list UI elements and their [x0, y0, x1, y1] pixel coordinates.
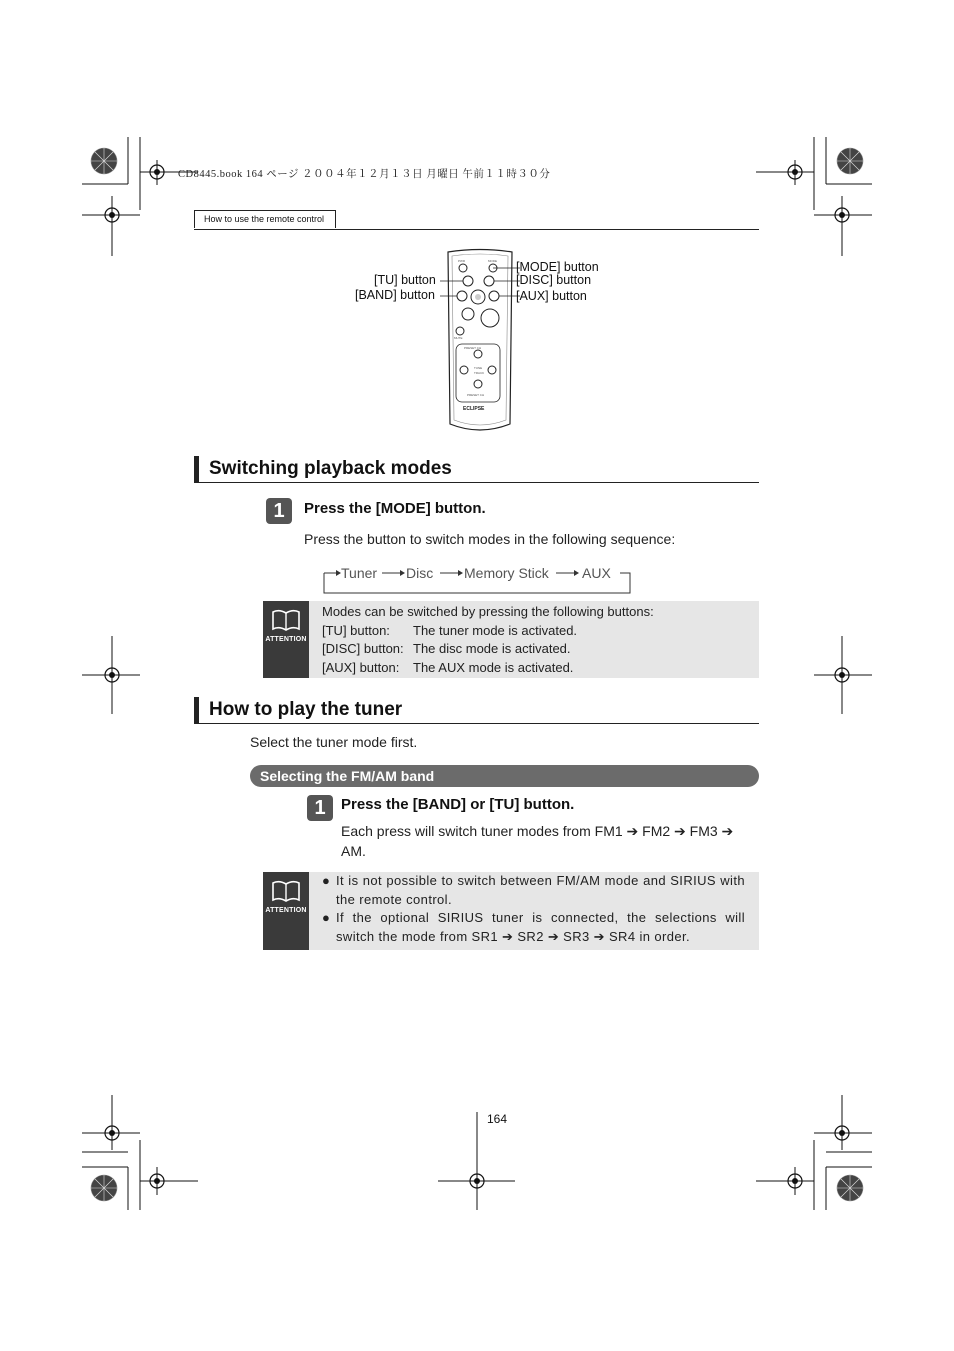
step-title-band: Press the [BAND] or [TU] button.: [341, 796, 575, 813]
attention-note-modes: [263, 601, 759, 678]
step-number-badge: 1: [307, 795, 333, 821]
label-mode-button: [MODE] button: [516, 260, 599, 274]
svg-text:MODE: MODE: [488, 259, 497, 263]
note-bullet: [322, 872, 745, 909]
section-heading-playback-modes: Switching playback modes: [194, 456, 759, 483]
svg-text:MUTE: MUTE: [454, 336, 463, 340]
page-number: 164: [487, 1112, 508, 1126]
subheading-fm-am-band: Selecting the FM/AM band: [250, 765, 759, 787]
note-row: [322, 659, 745, 678]
note-row-value: The disc mode is activated.: [413, 641, 571, 656]
step-text-mode: Press the button to switch modes in the following sequence:: [304, 531, 676, 547]
sequence-memory-stick: Memory Stick: [464, 565, 549, 581]
note-row-key: [AUX] button:: [322, 659, 400, 675]
svg-text:PWR: PWR: [458, 259, 465, 263]
print-info: CD8445.book 164 ページ ２００４年１２月１３日 月曜日 午前１１時３０分: [178, 169, 551, 180]
note-bullet: [322, 909, 745, 946]
svg-text:PRESET CH: PRESET CH: [467, 393, 485, 397]
section-heading-tuner: How to play the tuner: [194, 697, 759, 724]
svg-text:PRESET CH: PRESET CH: [464, 346, 482, 350]
note-row-key: [DISC] button:: [322, 641, 404, 656]
bullet-icon: ●: [322, 873, 330, 888]
note-bullet-text: It is not possible to switch between FM/AM mode and SIRIUS with the remote control.: [336, 873, 745, 907]
header-tab: How to use the remote control: [194, 210, 336, 228]
note-bullet-text: If the optional SIRIUS tuner is connected, the selections will switch the mode from SR1 ➔ SR2 ➔ SR3 ➔ SR4 in order.: [336, 910, 745, 944]
attention-label: ATTENTION: [265, 636, 307, 643]
header-rule: [194, 229, 759, 230]
remote-control-illustration: [440, 248, 520, 436]
step-text-band: Each press will switch tuner modes from FM1 ➔ FM2 ➔ FM3 ➔ AM.: [341, 823, 734, 859]
tuner-intro: Select the tuner mode first.: [250, 734, 418, 750]
attention-book-icon: [263, 872, 309, 950]
label-aux-button: [AUX] button: [516, 289, 587, 303]
step-number-badge: 1: [266, 498, 292, 524]
note-row-value: The tuner mode is activated.: [413, 622, 578, 638]
attention-note-sirius: [263, 872, 759, 950]
label-disc-button: [DISC] button: [516, 273, 592, 287]
attention-book-icon: [263, 601, 309, 678]
note-row-value: The AUX mode is activated.: [413, 659, 574, 675]
note-row: [322, 640, 745, 659]
sequence-aux: AUX: [582, 565, 611, 581]
step-title-mode: Press the [MODE] button.: [304, 500, 486, 517]
svg-text:TUNE: TUNE: [474, 366, 483, 370]
label-tu-button: [TU] button: [374, 273, 436, 287]
brand-logo: ECLIPSE: [463, 406, 485, 412]
svg-text:TRACK: TRACK: [474, 371, 485, 375]
sequence-tuner: Tuner: [341, 565, 378, 581]
note-row: [322, 622, 745, 641]
note-intro: Modes can be switched by pressing the following buttons:: [322, 604, 654, 619]
note-row-key: [TU] button:: [322, 622, 390, 638]
attention-label: ATTENTION: [265, 907, 307, 914]
sequence-disc: Disc: [406, 565, 434, 581]
label-band-button: [BAND] button: [355, 288, 435, 302]
bullet-icon: ●: [322, 910, 330, 925]
